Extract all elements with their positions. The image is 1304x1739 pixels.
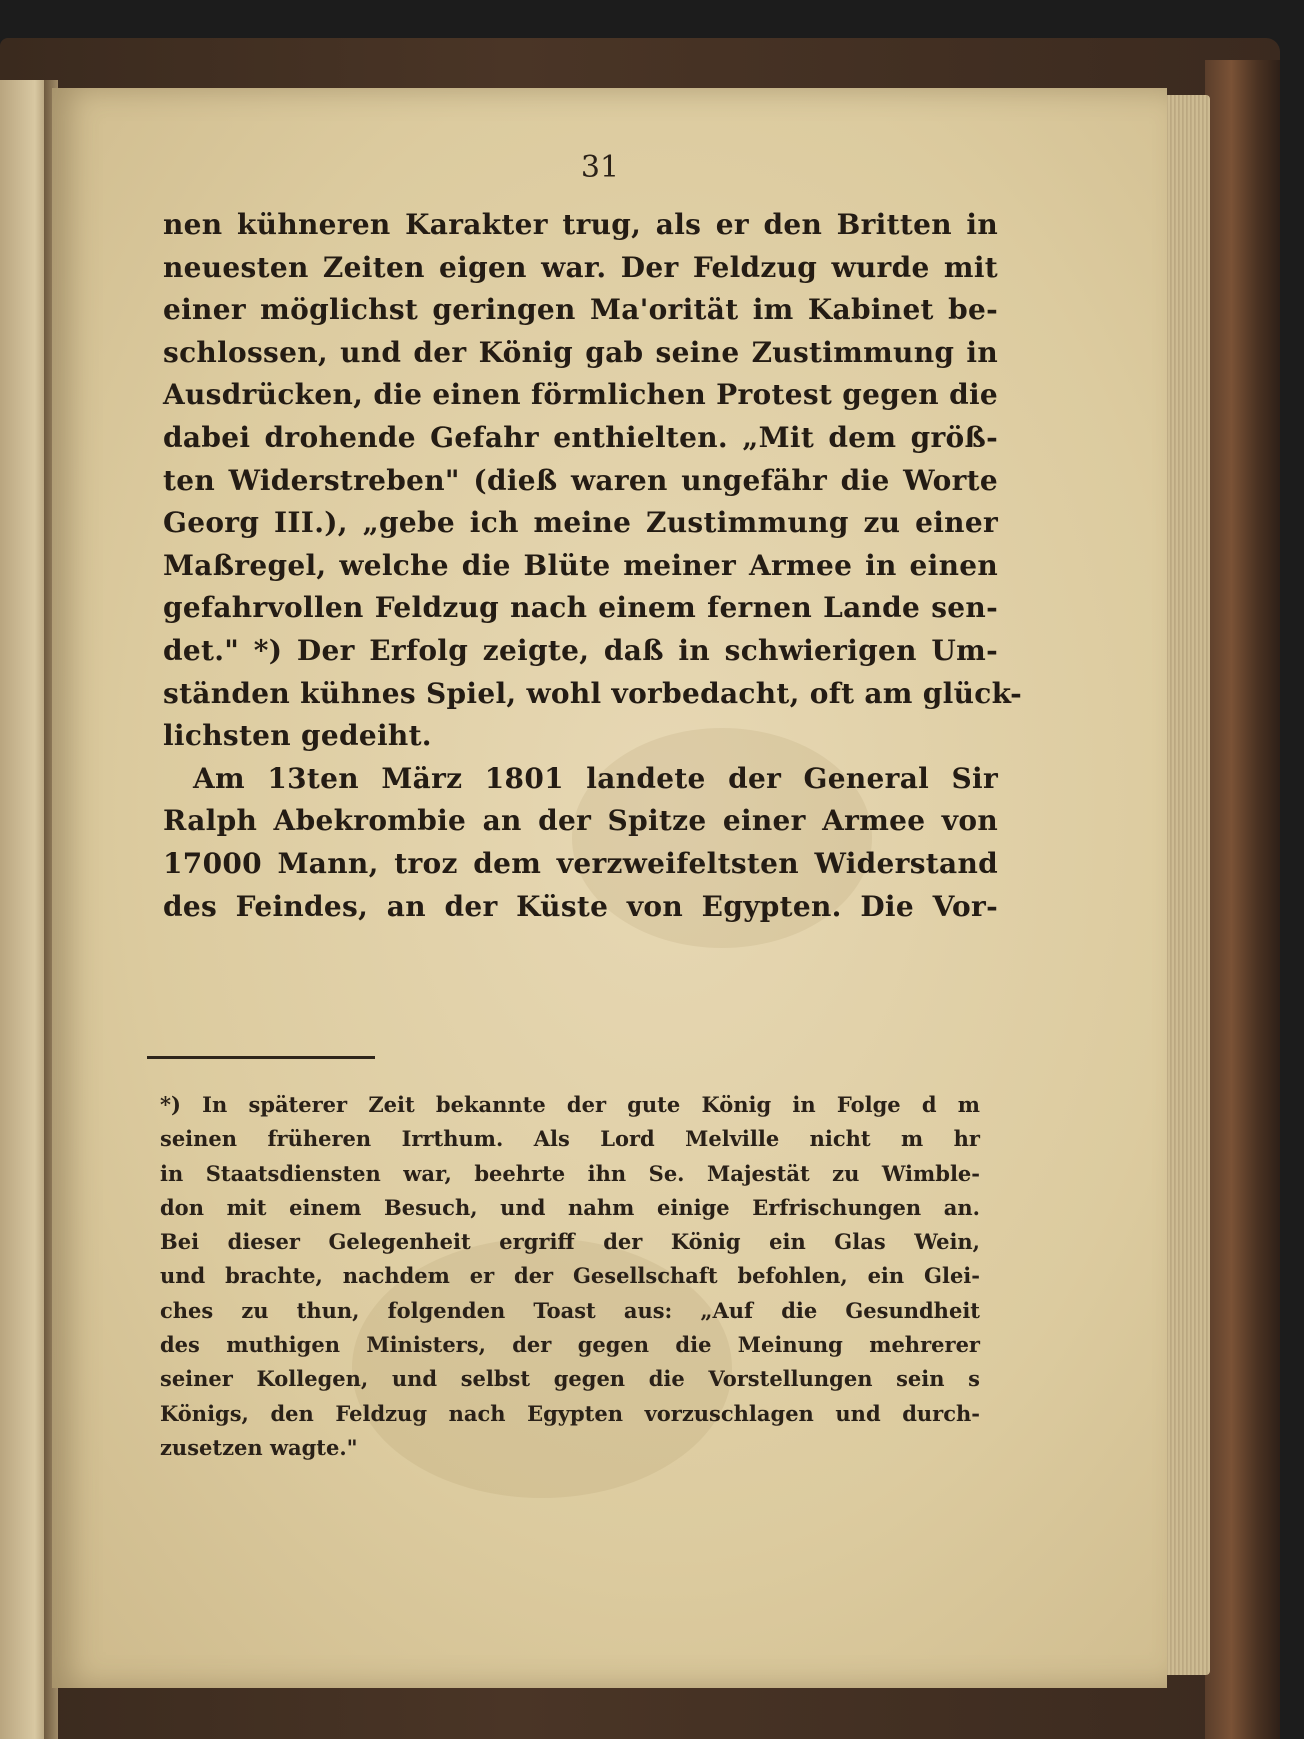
text-line: Ralph Abekrombie an der Spitze einer Armee von bbox=[163, 804, 998, 838]
footnote-line: und brachte, nachdem er der Gesellschaft befohlen, ein Glei- bbox=[160, 1263, 980, 1289]
page-number: 31 bbox=[580, 150, 620, 185]
text-line: einer möglichst geringen Ma'orität im Kabinet be- bbox=[163, 293, 998, 327]
footnote-line: Königs, den Feldzug nach Egypten vorzuschlagen und durch- bbox=[160, 1400, 980, 1426]
text-line: Ausdrücken, die einen förmlichen Protest gegen die bbox=[163, 378, 998, 412]
text-line: ständen kühnes Spiel, wohl vorbedacht, oft am glück- bbox=[163, 676, 1023, 710]
text-line: det." *) Der Erfolg zeigte, daß in schwierigen Um- bbox=[163, 633, 998, 667]
main-text bbox=[163, 204, 1023, 928]
text-line: 17000 Mann, troz dem verzweifeltsten Widerstand bbox=[163, 846, 998, 880]
cover-edge bbox=[1205, 60, 1280, 1739]
footnote-line: ches zu thun, folgenden Toast aus: „Auf die Gesundheit bbox=[160, 1297, 980, 1323]
text-line: dabei drohende Gefahr enthielten. „Mit dem größ- bbox=[163, 420, 998, 454]
previous-page-sliver bbox=[0, 80, 50, 1739]
text-line: ten Widerstreben" (dieß waren ungefähr die Worte bbox=[163, 463, 998, 497]
text-line: Am 13ten März 1801 landete der General Sir bbox=[193, 761, 998, 795]
text-line: des Feindes, an der Küste von Egypten. Die Vor- bbox=[163, 889, 998, 923]
footnote-divider bbox=[147, 1056, 375, 1059]
text-line: lichsten gedeiht. bbox=[163, 719, 432, 753]
text-line: gefahrvollen Feldzug nach einem fernen Lande sen- bbox=[163, 591, 998, 625]
footnote-line: seiner Kollegen, und selbst gegen die Vorstellungen sein s bbox=[160, 1366, 980, 1392]
page-edges bbox=[1160, 95, 1210, 1675]
text-line: schlossen, und der König gab seine Zustimmung in bbox=[163, 335, 998, 369]
text-line: nen kühneren Karakter trug, als er den Britten in bbox=[163, 208, 998, 241]
text-line: Georg III.), „gebe ich meine Zustimmung zu einer bbox=[163, 506, 998, 540]
footnote-line: Bei dieser Gelegenheit ergriff der König ein Glas Wein, bbox=[160, 1229, 980, 1255]
footnote-line: zusetzen wagte." bbox=[160, 1434, 358, 1460]
text-line: Maßregel, welche die Blüte meiner Armee in einen bbox=[163, 548, 998, 582]
footnote-line: *) In späterer Zeit bekannte der gute König in Folge d m bbox=[160, 1092, 980, 1117]
text-line: neuesten Zeiten eigen war. Der Feldzug wurde mit bbox=[163, 250, 998, 284]
footnote-line: in Staatsdiensten war, beehrte ihn Se. Majestät zu Wimble- bbox=[160, 1160, 980, 1186]
footnote-line: des muthigen Ministers, der gegen die Meinung mehrerer bbox=[160, 1332, 980, 1358]
footnote bbox=[160, 1088, 980, 1465]
footnote-line: seinen früheren Irrthum. Als Lord Melville nicht m hr bbox=[160, 1126, 980, 1152]
footnote-line: don mit einem Besuch, und nahm einige Erfrischungen an. bbox=[160, 1194, 980, 1220]
